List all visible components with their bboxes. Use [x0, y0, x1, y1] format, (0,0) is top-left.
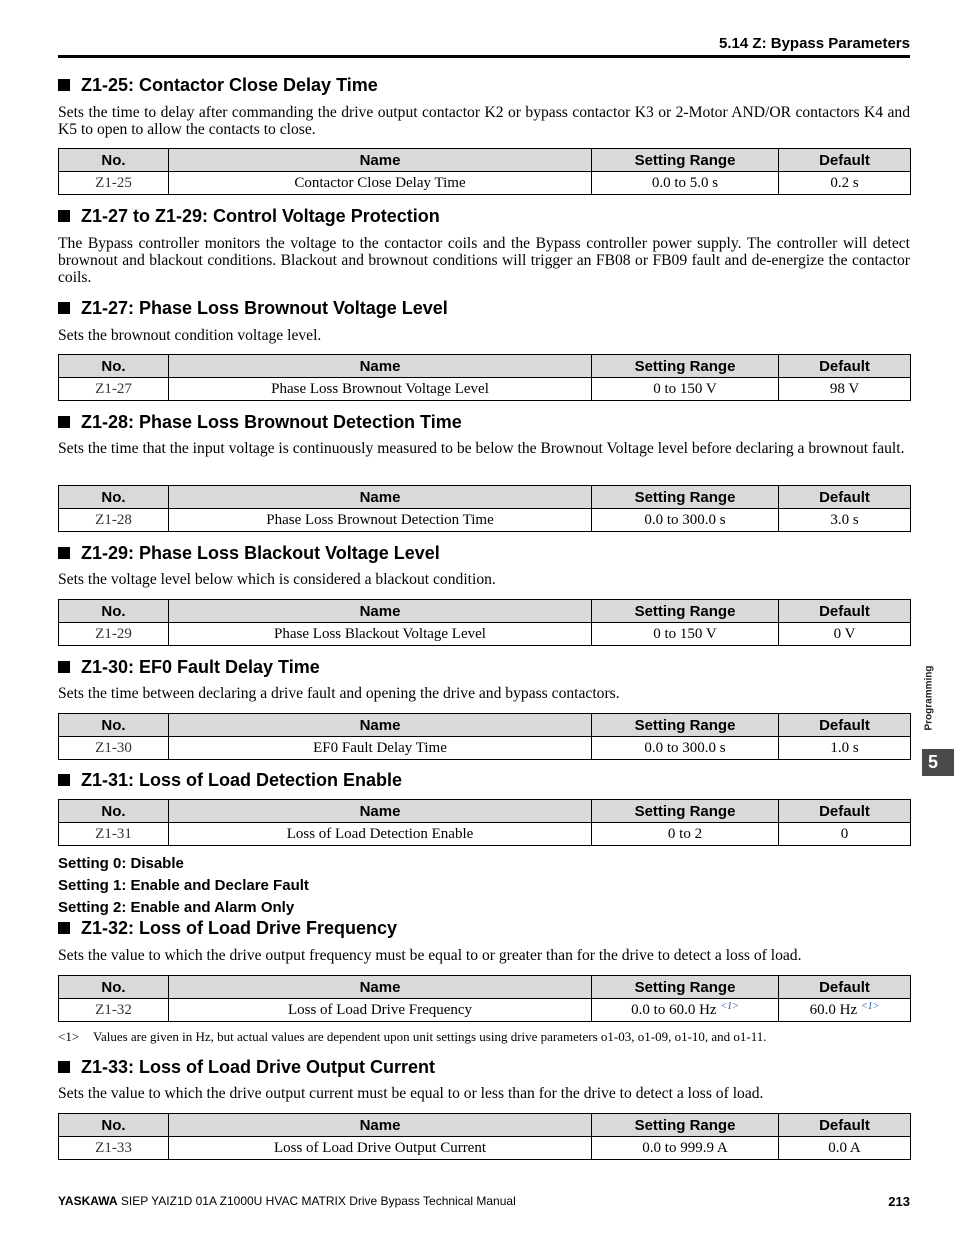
- paragraph-control-voltage: The Bypass controller monitors the voltage to the contactor coils and the Bypass controller power supply. The controller will detect brownout and blackout conditions. Blackout and brownout conditions will trigger an FB08 or FB09 fault and de-energize the contactor coils.: [58, 235, 910, 286]
- table-cell: Z1-30: [59, 737, 169, 760]
- table-cell: 0 to 150 V: [592, 378, 779, 401]
- table-cell: 98 V: [779, 378, 911, 401]
- table-header-cell: No.: [59, 976, 169, 999]
- table-cell: 0.0 to 5.0 s: [592, 172, 779, 195]
- setting-1: Setting 1: Enable and Declare Fault: [58, 877, 309, 894]
- table-cell: 0 V: [779, 623, 911, 646]
- heading-z1-29: Z1-29: Phase Loss Blackout Voltage Level: [58, 543, 440, 564]
- table-header-cell: Setting Range: [592, 600, 779, 623]
- param-table-z1-25: [58, 148, 911, 195]
- brand-name: YASKAWA: [58, 1194, 118, 1208]
- table-cell: Loss of Load Detection Enable: [169, 823, 592, 846]
- table-header-cell: Default: [779, 355, 911, 378]
- table-cell: 3.0 s: [779, 509, 911, 532]
- table-header-cell: Name: [169, 600, 592, 623]
- table-cell: 0.0 to 60.0 Hz $^{<1>}$: [592, 999, 779, 1022]
- footnote-link[interactable]: <1>: [860, 1001, 880, 1012]
- table-header-cell: Name: [169, 486, 592, 509]
- table-cell: Z1-25: [59, 172, 169, 195]
- table-header-cell: Default: [779, 1114, 911, 1137]
- table-header-cell: No.: [59, 355, 169, 378]
- table-row: [59, 823, 911, 846]
- param-table-z1-29: [58, 599, 911, 646]
- setting-2: Setting 2: Enable and Alarm Only: [58, 899, 295, 916]
- table-cell: Z1-31: [59, 823, 169, 846]
- paragraph-z1-27: Sets the brownout condition voltage level.: [58, 327, 322, 344]
- table-header-row: [59, 149, 911, 172]
- chapter-tab: 5: [922, 749, 954, 776]
- paragraph-z1-29: Sets the voltage level below which is considered a blackout condition.: [58, 571, 496, 588]
- table-header-cell: Setting Range: [592, 355, 779, 378]
- table-row: [59, 378, 911, 401]
- page-header: [58, 33, 910, 58]
- bullet-square-icon: [58, 79, 70, 91]
- table-cell: 0.2 s: [779, 172, 911, 195]
- param-table-z1-28: [58, 485, 911, 532]
- table-cell: 0.0 to 999.9 A: [592, 1137, 779, 1160]
- paragraph-z1-28: Sets the time that the input voltage is continuously measured to be below the Brownout Voltage level before declaring a brownout fault.: [58, 440, 905, 457]
- setting-0: Setting 0: Disable: [58, 855, 184, 872]
- bullet-square-icon: [58, 302, 70, 314]
- heading-z1-28: Z1-28: Phase Loss Brownout Detection Time: [58, 412, 462, 433]
- heading-z1-27: Z1-27: Phase Loss Brownout Voltage Level: [58, 298, 448, 319]
- heading-z1-31: Z1-31: Loss of Load Detection Enable: [58, 770, 402, 791]
- footnote: <1> Values are given in Hz, but actual values are dependent upon unit settings using drive parameters o1-03, o1-09, o1-10, and o1-11.: [58, 1029, 767, 1044]
- table-header-row: [59, 976, 911, 999]
- param-table-z1-31: [58, 799, 911, 846]
- table-header-cell: Setting Range: [592, 800, 779, 823]
- table-header-cell: Name: [169, 714, 592, 737]
- bullet-square-icon: [58, 1061, 70, 1073]
- heading-z1-32: Z1-32: Loss of Load Drive Frequency: [58, 918, 397, 939]
- table-header-cell: Setting Range: [592, 486, 779, 509]
- table-header-cell: Name: [169, 355, 592, 378]
- table-row: [59, 509, 911, 532]
- heading-z1-33: Z1-33: Loss of Load Drive Output Current: [58, 1057, 435, 1078]
- table-header-cell: Setting Range: [592, 714, 779, 737]
- table-cell: Z1-27: [59, 378, 169, 401]
- section-title: 5.14 Z: Bypass Parameters: [719, 35, 910, 52]
- page-number: 213: [888, 1194, 910, 1209]
- table-header-cell: Default: [779, 714, 911, 737]
- page-footer: [58, 1194, 910, 1208]
- table-cell: 60.0 Hz $^{<1>}$: [779, 999, 911, 1022]
- table-header-cell: Default: [779, 486, 911, 509]
- table-cell: Phase Loss Brownout Detection Time: [169, 509, 592, 532]
- table-header-cell: Setting Range: [592, 976, 779, 999]
- paragraph-z1-32: Sets the value to which the drive output frequency must be equal to or greater than for the drive to detect a loss of load.: [58, 947, 802, 964]
- table-cell: 0.0 to 300.0 s: [592, 509, 779, 532]
- bullet-square-icon: [58, 661, 70, 673]
- table-cell: EF0 Fault Delay Time: [169, 737, 592, 760]
- footnote-link[interactable]: <1>: [720, 1001, 739, 1012]
- table-header-row: [59, 800, 911, 823]
- table-header-cell: Name: [169, 149, 592, 172]
- paragraph-z1-33: Sets the value to which the drive output current must be equal to or less than for the drive to detect a loss of load.: [58, 1085, 764, 1102]
- table-cell: 0 to 150 V: [592, 623, 779, 646]
- table-row: [59, 1137, 911, 1160]
- table-header-cell: Default: [779, 800, 911, 823]
- table-header-row: [59, 486, 911, 509]
- bullet-square-icon: [58, 922, 70, 934]
- table-cell: 1.0 s: [779, 737, 911, 760]
- table-row: [59, 172, 911, 195]
- table-header-row: [59, 355, 911, 378]
- param-table-z1-32: [58, 975, 911, 1022]
- table-header-cell: Name: [169, 976, 592, 999]
- heading-z1-30: Z1-30: EF0 Fault Delay Time: [58, 657, 320, 678]
- table-cell: 0.0 to 300.0 s: [592, 737, 779, 760]
- table-cell: Loss of Load Drive Output Current: [169, 1137, 592, 1160]
- table-cell: 0.0 A: [779, 1137, 911, 1160]
- heading-control-voltage: Z1-27 to Z1-29: Control Voltage Protection: [58, 206, 440, 227]
- table-cell: Z1-29: [59, 623, 169, 646]
- table-header-cell: Name: [169, 1114, 592, 1137]
- table-row: [59, 737, 911, 760]
- table-header-row: [59, 600, 911, 623]
- param-table-z1-33: [58, 1113, 911, 1160]
- table-header-cell: Default: [779, 976, 911, 999]
- table-cell: Z1-33: [59, 1137, 169, 1160]
- table-header-cell: Default: [779, 149, 911, 172]
- table-header-cell: Setting Range: [592, 1114, 779, 1137]
- table-header-cell: Name: [169, 800, 592, 823]
- heading-z1-25: Z1-25: Contactor Close Delay Time: [58, 75, 378, 96]
- table-cell: Z1-32: [59, 999, 169, 1022]
- table-header-cell: No.: [59, 600, 169, 623]
- document-title: SIEP YAIZ1D 01A Z1000U HVAC MATRIX Drive Bypass Technical Manual: [117, 1194, 516, 1208]
- paragraph-z1-30: Sets the time between declaring a drive fault and opening the drive and bypass contactors.: [58, 685, 620, 702]
- table-row: [59, 623, 911, 646]
- bullet-square-icon: [58, 774, 70, 786]
- table-cell: Loss of Load Drive Frequency: [169, 999, 592, 1022]
- table-header-cell: Setting Range: [592, 149, 779, 172]
- table-row: [59, 999, 911, 1022]
- table-cell: Z1-28: [59, 509, 169, 532]
- bullet-square-icon: [58, 210, 70, 222]
- table-header-cell: No.: [59, 714, 169, 737]
- table-header-cell: No.: [59, 1114, 169, 1137]
- table-header-cell: No.: [59, 486, 169, 509]
- table-cell: 0: [779, 823, 911, 846]
- paragraph-z1-25: Sets the time to delay after commanding the drive output contactor K2 or bypass contactor K3 or 2-Motor AND/OR contactors K4 and K5 to open to allow the contacts to close.: [58, 104, 910, 138]
- table-cell: Phase Loss Blackout Voltage Level: [169, 623, 592, 646]
- bullet-square-icon: [58, 416, 70, 428]
- table-header-cell: Default: [779, 600, 911, 623]
- table-cell: Phase Loss Brownout Voltage Level: [169, 378, 592, 401]
- param-table-z1-27: [58, 354, 911, 401]
- table-header-row: [59, 714, 911, 737]
- bullet-square-icon: [58, 547, 70, 559]
- table-cell: 0 to 2: [592, 823, 779, 846]
- table-header-cell: No.: [59, 149, 169, 172]
- table-header-row: [59, 1114, 911, 1137]
- param-table-z1-30: [58, 713, 911, 760]
- table-header-cell: No.: [59, 800, 169, 823]
- table-cell: Contactor Close Delay Time: [169, 172, 592, 195]
